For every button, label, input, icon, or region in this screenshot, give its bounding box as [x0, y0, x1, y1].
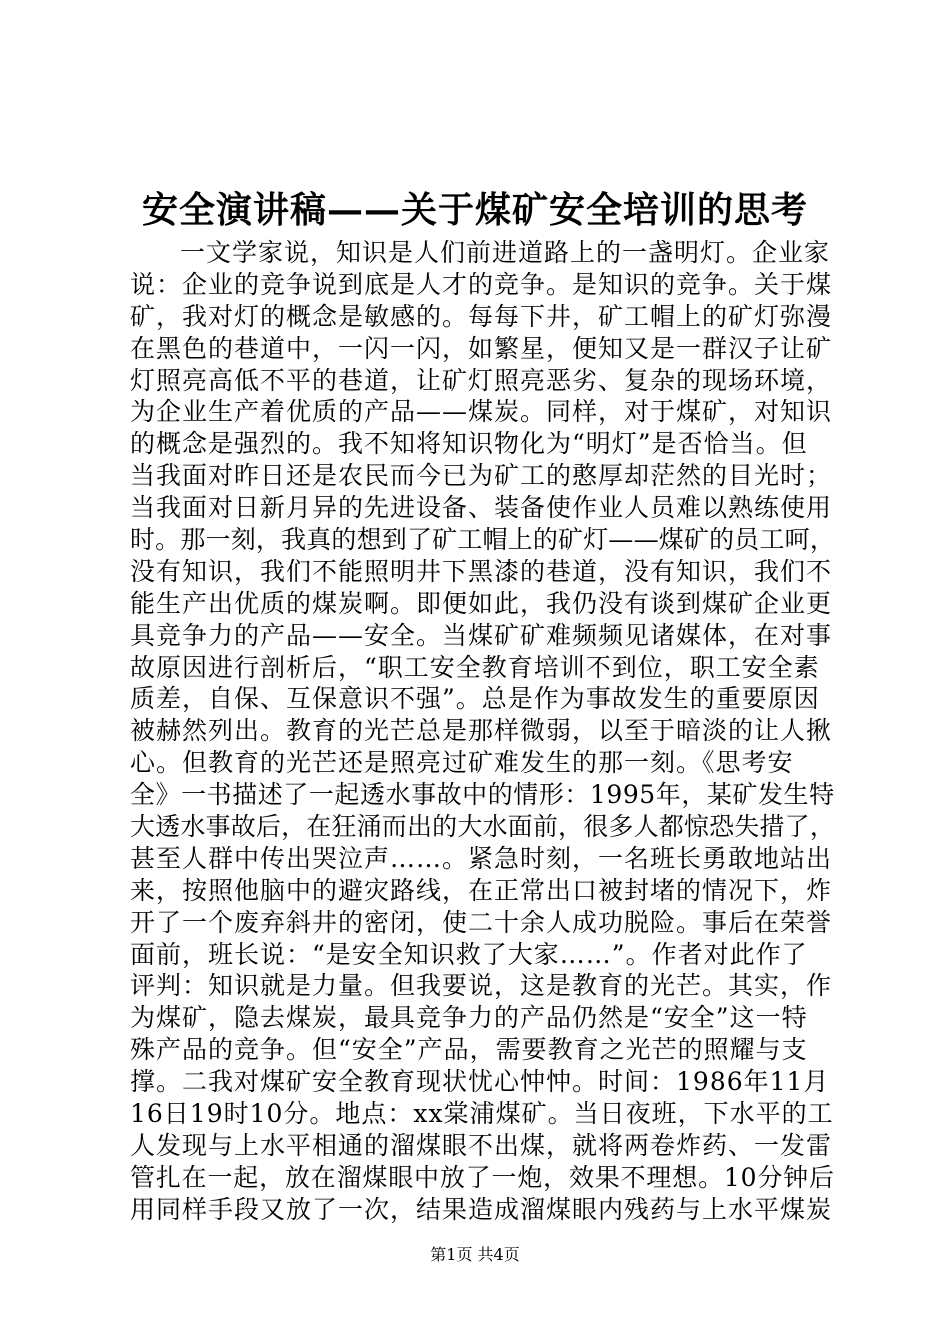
body-line: 能生产出优质的煤炭啊。即便如此，我仍没有谈到煤矿企业更	[130, 588, 833, 618]
body-line: 撑。二我对煤矿安全教育现状忧心忡忡。时间：1986年11月	[130, 1067, 830, 1097]
body-line: 16日19时10分。地点：xx棠浦煤矿。当日夜班，下水平的工	[130, 1099, 834, 1129]
body-line: 一文学家说，知识是人们前进道路上的一盏明灯。企业家	[180, 238, 831, 267]
body-line: 说：企业的竞争说到底是人才的竞争。是知识的竞争。关于煤	[130, 269, 833, 299]
body-line: 为煤矿，隐去煤炭，最具竞争力的产品仍然是“安全”这一特	[130, 1003, 808, 1033]
body-line: 评判：知识就是力量。但我要说，这是教育的光芒。其实，作	[130, 971, 833, 1001]
body-line: 为企业生产着优质的产品——煤炭。同样，对于煤矿，对知识	[130, 397, 833, 427]
body-line: 质差，自保、互保意识不强”。总是作为事故发生的重要原因	[130, 684, 820, 714]
body-line: 人发现与上水平相通的溜煤眼不出煤，就将两卷炸药、一发雷	[130, 1130, 833, 1160]
document-title: 安全演讲稿——关于煤矿安全培训的思考	[141, 189, 808, 231]
body-line: 甚至人群中传出哭泣声……。紧急时刻，一名班长勇敢地站出	[130, 843, 833, 873]
body-line: 来，按照他脑中的避灾路线，在正常出口被封堵的情况下，炸	[130, 875, 833, 905]
body-line: 开了一个废弃斜井的密闭，使二十余人成功脱险。事后在荣誉	[130, 907, 833, 937]
body-line: 矿，我对灯的概念是敏感的。每每下井，矿工帽上的矿灯弥漫	[130, 301, 833, 331]
body-line: 没有知识，我们不能照明井下黑漆的巷道，没有知识，我们不	[130, 556, 833, 586]
body-line: 被赫然列出。教育的光芒总是那样微弱，以至于暗淡的让人揪	[130, 716, 833, 746]
body-line: 殊产品的竞争。但“安全”产品，需要教育之光芒的照耀与支	[130, 1035, 808, 1065]
body-line: 全》一书描述了一起透水事故中的情形：1995年，某矿发生特	[130, 780, 835, 810]
body-line: 在黑色的巷道中，一闪一闪，如繁星，便知又是一群汉子让矿	[130, 333, 833, 363]
body-line: 面前，班长说：“是安全知识救了大家……”。作者对此作了	[130, 939, 808, 969]
body-line: 灯照亮高低不平的巷道，让矿灯照亮恶劣、复杂的现场环境，	[130, 365, 833, 395]
document-body	[130, 237, 835, 1226]
body-line: 具竞争力的产品——安全。当煤矿矿难频频见诸媒体，在对事	[130, 620, 833, 650]
body-line: 用同样手段又放了一次，结果造成溜煤眼内残药与上水平煤炭	[130, 1194, 833, 1224]
page-footer: 第1页 共4页	[430, 1245, 520, 1264]
body-line: 当我面对日新月异的先进设备、装备使作业人员难以熟练使用	[130, 493, 833, 523]
body-line: 故原因进行剖析后，“职工安全教育培训不到位，职工安全素	[130, 652, 820, 682]
body-line: 当我面对昨日还是农民而今已为矿工的憨厚却茫然的目光时；	[130, 461, 833, 491]
body-line: 管扎在一起，放在溜煤眼中放了一炮，效果不理想。10分钟后	[130, 1162, 835, 1192]
body-line: 的概念是强烈的。我不知将知识物化为“明灯”是否恰当。但	[130, 429, 808, 459]
body-line: 大透水事故后，在狂涌而出的大水面前，很多人都惊恐失措了，	[130, 812, 836, 842]
body-line: 心。但教育的光芒还是照亮过矿难发生的那一刻。《思考安	[130, 748, 794, 778]
body-line: 时。那一刻，我真的想到了矿工帽上的矿灯——煤矿的员工呵，	[130, 525, 836, 555]
